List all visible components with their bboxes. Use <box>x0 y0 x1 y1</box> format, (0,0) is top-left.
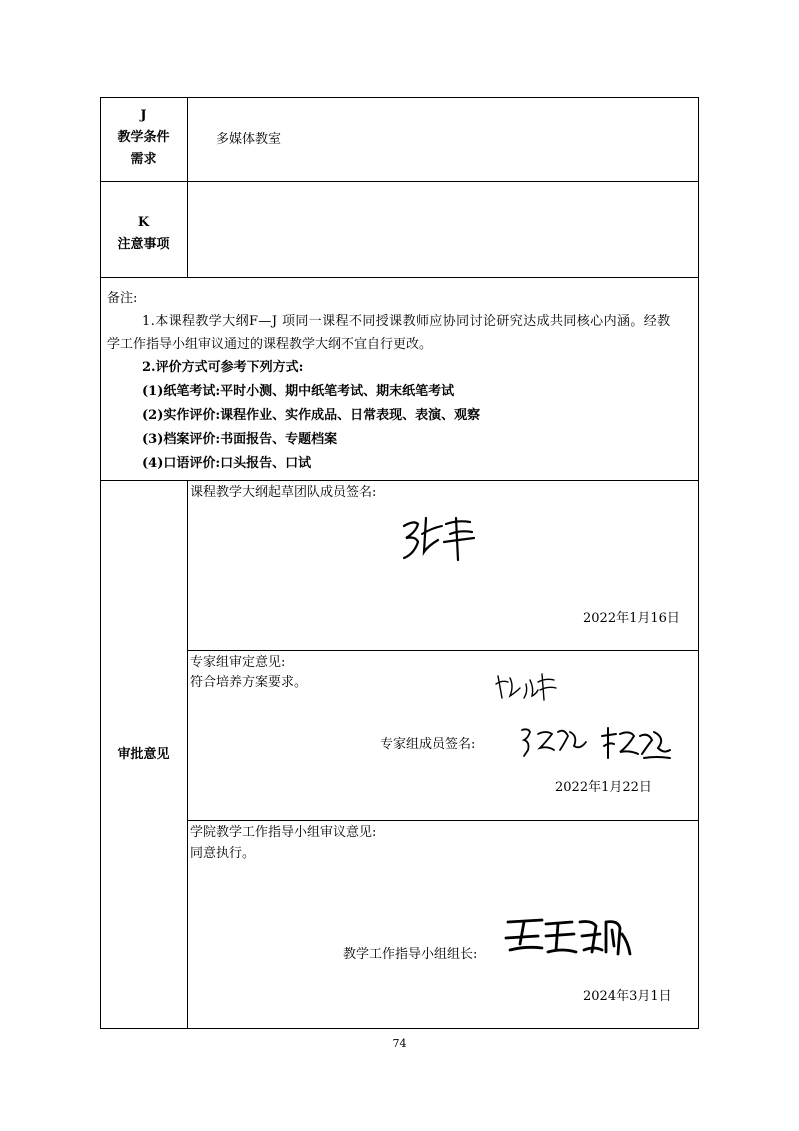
expert-heading: 专家组审定意见: <box>190 655 286 670</box>
row-j-header <box>100 105 187 171</box>
expert-member1-signature <box>518 722 590 762</box>
row-k-title: 注意事项 <box>117 237 170 252</box>
column-divider-approval <box>187 480 188 1029</box>
notes-heading: 备注: <box>107 291 138 306</box>
row-divider-j-k <box>100 181 699 182</box>
row-j-title-line1: 教学条件 <box>117 130 170 145</box>
row-k-header <box>100 212 187 256</box>
column-divider-top <box>187 97 188 277</box>
approval-label: 审批意见 <box>117 747 170 762</box>
row-divider-drafting-expert <box>187 650 699 651</box>
row-divider-expert-college <box>187 820 699 821</box>
row-divider-notes-approval <box>100 480 699 481</box>
drafting-heading: 课程教学大纲起草团队成员签名: <box>190 485 377 500</box>
row-j-content: 多媒体教室 <box>216 132 282 147</box>
college-date: 2024年3月1日 <box>583 989 672 1004</box>
row-j-title-line2: 需求 <box>130 152 157 167</box>
expert-opinion: 符合培养方案要求。 <box>190 675 308 690</box>
notes-item1-line1: 1.本课程教学大纲F—J 项同一课程不同授课教师应协同讨论研究达成共同核心内涵。经教 <box>142 314 671 329</box>
row-j-code: J <box>140 108 147 123</box>
expert-date: 2022年1月22日 <box>555 780 652 795</box>
notes-method-1: (1)纸笔考试:平时小测、期中纸笔考试、期末纸笔考试 <box>142 384 455 399</box>
row-k-code: K <box>137 215 150 230</box>
notes-item1-line2: 学工作指导小组审议通过的课程教学大纲不宜自行更改。 <box>107 337 433 352</box>
college-sign-label: 教学工作指导小组组长: <box>343 947 478 962</box>
notes-item2: 2.评价方式可参考下列方式: <box>142 360 304 375</box>
expert-member2-signature <box>600 724 672 764</box>
notes-method-4: (4)口语评价:口头报告、口试 <box>142 456 312 471</box>
page-number: 74 <box>392 1037 407 1050</box>
expert-sign-label: 专家组成员签名: <box>380 737 476 752</box>
college-leader-signature <box>502 914 632 960</box>
row-divider-k-notes <box>100 277 699 278</box>
notes-method-2: (2)实作评价:课程作业、实作成品、日常表现、表演、观察 <box>142 408 481 423</box>
college-opinion: 同意执行。 <box>190 846 256 861</box>
notes-method-3: (3)档案评价:书面报告、专题档案 <box>142 432 338 447</box>
expert-chair-signature <box>494 668 558 704</box>
college-heading: 学院教学工作指导小组审议意见: <box>190 825 377 840</box>
drafting-signature <box>398 512 478 564</box>
drafting-date: 2022年1月16日 <box>583 611 680 626</box>
